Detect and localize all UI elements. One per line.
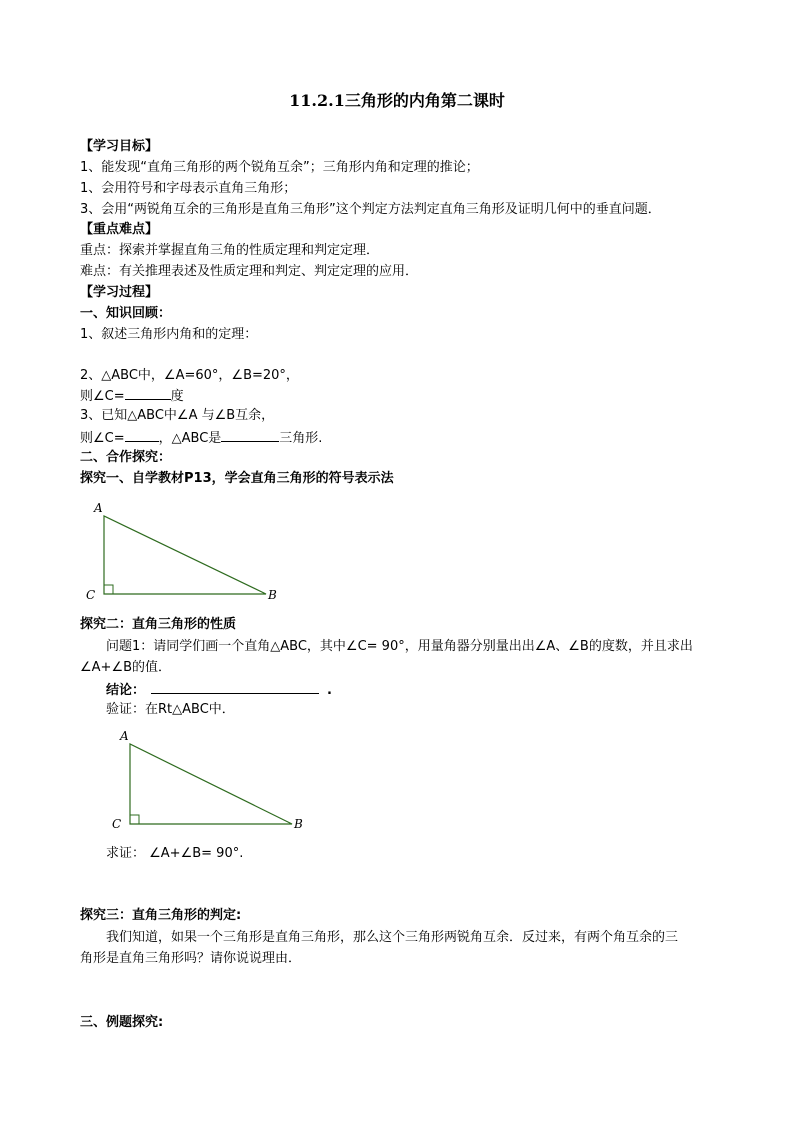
difficulty-point: 难点：有关推理表述及性质定理和判定、判定定理的应用．	[80, 264, 419, 279]
explore-1: 探究一、自学教材P13，学会直角三角形的符号表示法	[80, 471, 394, 486]
q2-prefix: 则∠C=	[80, 389, 125, 404]
review-question-3: 3、已知△ABC中∠A 与∠B互余，	[80, 408, 275, 423]
process-heading: 【学习过程】	[80, 285, 159, 300]
explore-3-heading: 探究三：直角三角形的判定:	[80, 908, 242, 923]
q3-suffix: 三角形.	[279, 431, 323, 446]
q3-type-blank[interactable]	[221, 428, 279, 442]
explore-3-line-2: 角形是直角三角形吗？请你说说理由．	[80, 951, 302, 966]
explore-2-heading: 探究二：直角三角形的性质	[80, 617, 237, 632]
page-title: 11.2.1三角形的内角第二课时	[289, 91, 505, 110]
objective-item-1: 1、能发现“直角三角形的两个锐角互余”；三角形内角和定理的推论；	[80, 160, 479, 175]
vertex-label-c: C	[86, 588, 96, 602]
key-point: 重点：探索并掌握直角三角的性质定理和判定定理．	[80, 243, 380, 258]
problem-1-line-1: 问题1：请同学们画一个直角△ABC，其中∠C= 90°，用量角器分别量出出∠A、∠B的度数，并且求出	[106, 639, 693, 654]
vertex-label-a-2: A	[120, 729, 129, 743]
review-question-2: 2、△ABC中，∠A=60°，∠B=20°，	[80, 368, 299, 383]
vertex-label-c-2: C	[112, 817, 122, 831]
problem-1-line-2: ∠A+∠B的值．	[80, 660, 172, 675]
q3-prefix: 则∠C=	[80, 431, 125, 446]
vertex-label-b: B	[268, 588, 277, 602]
conclusion-end: .	[327, 683, 332, 698]
right-angle-mark-2	[130, 815, 139, 824]
review-heading: 一、知识回顾：	[80, 306, 172, 321]
triangle-figure-2	[106, 728, 316, 836]
q3-middle: ，△ABC是	[158, 431, 222, 446]
cooperation-heading: 二、合作探究：	[80, 450, 172, 465]
vertex-label-a: A	[94, 501, 103, 515]
triangle-abc-1	[104, 516, 266, 594]
q2-suffix: 度	[170, 389, 184, 404]
examples-heading: 三、例题探究:	[80, 1015, 164, 1030]
objectives-heading: 【学习目标】	[80, 139, 159, 154]
explore-3-line-1: 我们知道，如果一个三角形是直角三角形，那么这个三角形两锐角互余．反过来，有两个角互余的三	[106, 930, 679, 945]
conclusion-blank[interactable]	[151, 680, 319, 694]
prove-line: 求证： ∠A+∠B= 90°.	[106, 846, 244, 861]
triangle-abc-2	[130, 744, 292, 824]
objective-item-3: 3、会用“两锐角互余的三角形是直角三角形”这个判定方法判定直角三角形及证明几何中的垂直问题．	[80, 202, 661, 217]
keypoints-heading: 【重点难点】	[80, 222, 159, 237]
review-question-3-answer	[80, 428, 322, 448]
conclusion-line	[106, 680, 332, 700]
right-angle-mark-1	[104, 585, 113, 594]
review-question-1: 1、叙述三角形内角和的定理：	[80, 327, 258, 342]
vertex-label-b-2: B	[294, 817, 303, 831]
q3-angle-blank[interactable]	[125, 428, 159, 442]
verify-line: 验证：在Rt△ABC中．	[106, 702, 235, 717]
review-question-2-answer	[80, 386, 184, 406]
conclusion-label: 结论：	[106, 683, 146, 698]
q2-answer-blank[interactable]	[125, 386, 171, 400]
triangle-figure-1	[80, 498, 290, 608]
objective-item-2: 1、会用符号和字母表示直角三角形；	[80, 181, 297, 196]
